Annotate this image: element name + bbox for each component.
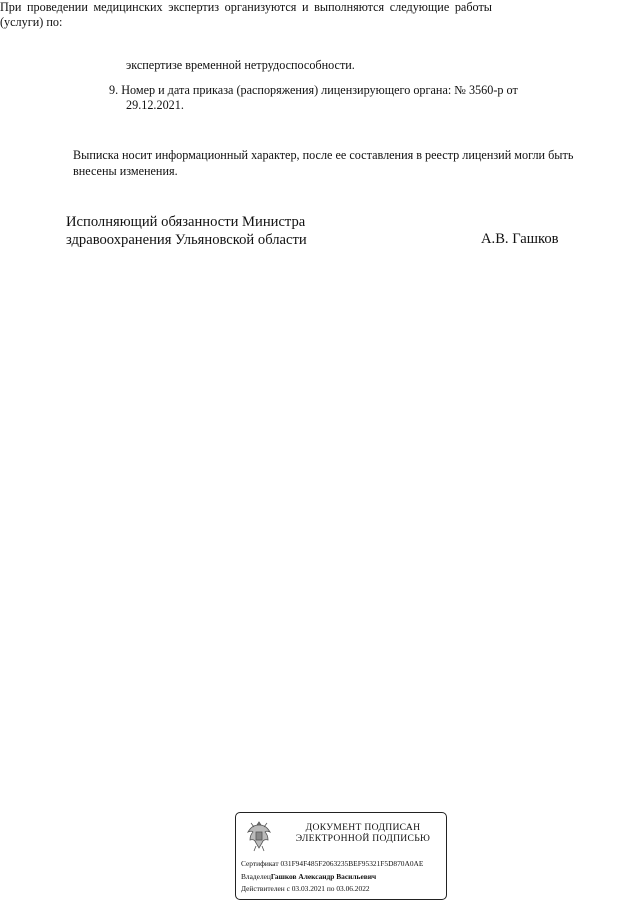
electronic-signature-stamp <box>235 812 447 900</box>
signatory-title-line2: здравоохранения Ульяновской области <box>66 232 307 248</box>
stamp-certificate-value: 031F94F485F2063235BEF95321F5D870A0AE <box>280 859 424 868</box>
signatory-name: А.В. Гашков <box>481 231 559 247</box>
stamp-owner <box>241 872 376 881</box>
stamp-certificate-label: Сертификат <box>241 859 279 868</box>
paragraph-services-item: экспертизе временной нетрудоспособности. <box>126 58 355 72</box>
stamp-owner-value: Гашков Александр Васильевич <box>270 872 377 881</box>
informational-note: Выписка носит информационный характер, после ее составления в реестр лицензий могли быть внесены изменения. <box>73 148 574 178</box>
stamp-heading-1: ДОКУМЕНТ ПОДПИСАН <box>305 822 421 833</box>
stamp-heading-2: ЭЛЕКТРОННОЙ ПОДПИСЬЮ <box>295 833 431 844</box>
stamp-validity: Действителен с 03.03.2021 по 03.06.2022 <box>241 884 370 893</box>
coat-of-arms-icon <box>244 818 274 854</box>
stamp-certificate <box>241 859 423 868</box>
item-9-order-number: 9. Номер и дата приказа (распоряжения) лицензирующего органа: № 3560-р от <box>109 83 518 97</box>
stamp-owner-label: Владелец <box>241 872 271 881</box>
item-9-order-date: 29.12.2021. <box>126 98 184 112</box>
signatory-title-line1: Исполняющий обязанности Министра <box>66 214 306 230</box>
signatory-title <box>66 213 307 249</box>
paragraph-services: При проведении медицинских экспертиз организуются и выполняются следующие работы (услуги) по: <box>0 0 492 29</box>
